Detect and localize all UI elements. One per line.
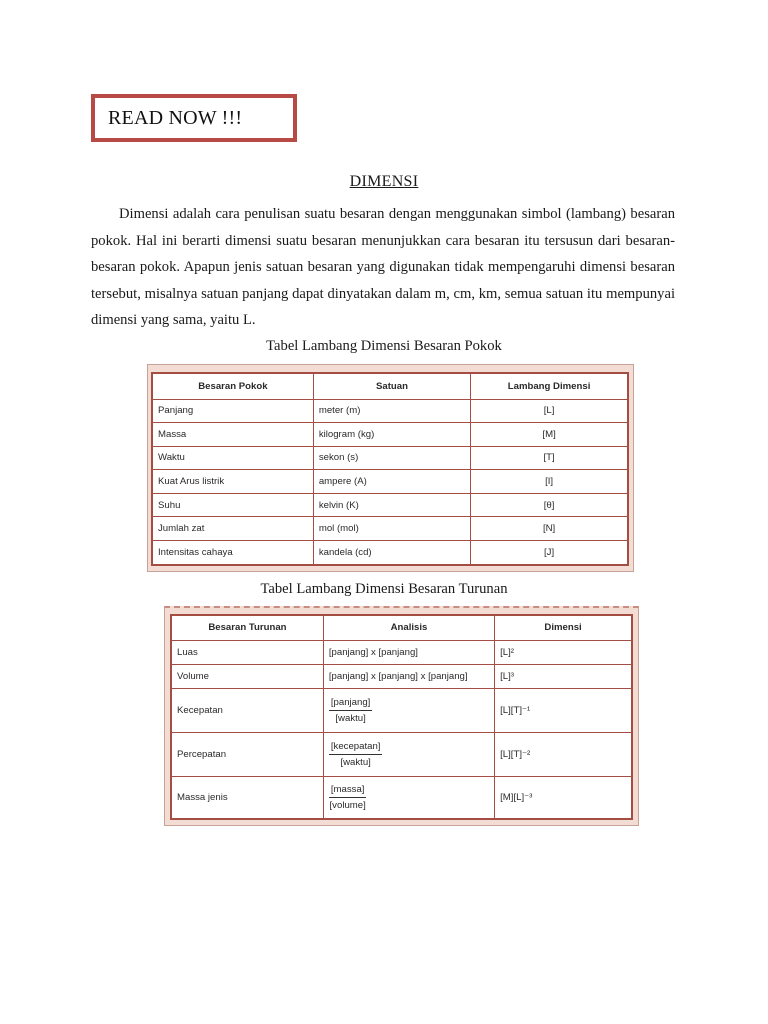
- cell-analysis: [panjang] x [panjang]: [323, 640, 494, 664]
- table-row: [152, 423, 628, 447]
- cell-quantity: Intensitas cahaya: [152, 540, 313, 565]
- fraction-denominator: [waktu]: [335, 712, 366, 724]
- header-lambang-dimensi: Lambang Dimensi: [471, 373, 628, 399]
- document-title: DIMENSI: [349, 173, 419, 190]
- cell-analysis: [323, 688, 494, 732]
- cell-symbol: [I]: [471, 470, 628, 494]
- cell-unit: kelvin (K): [313, 493, 470, 517]
- fraction: [329, 783, 367, 812]
- table-header-row: [152, 373, 628, 399]
- cell-unit: ampere (A): [313, 470, 470, 494]
- cell-analysis: [323, 732, 494, 776]
- table-row: [152, 540, 628, 565]
- fraction-numerator: [panjang]: [329, 696, 372, 711]
- cell-dimension: [L]³: [495, 664, 632, 688]
- cell-symbol: [N]: [471, 517, 628, 541]
- derived-quantity-table: [170, 614, 633, 820]
- cell-symbol: [L]: [471, 399, 628, 423]
- cell-dimension: [L]²: [495, 640, 632, 664]
- cell-symbol: [θ]: [471, 493, 628, 517]
- read-now-banner: [91, 94, 297, 142]
- table-row: [171, 664, 632, 688]
- table2-caption: Tabel Lambang Dimensi Besaran Turunan: [260, 581, 508, 597]
- cell-unit: kilogram (kg): [313, 423, 470, 447]
- cell-quantity: Jumlah zat: [152, 517, 313, 541]
- cell-quantity: Luas: [171, 640, 323, 664]
- fraction: [329, 696, 372, 725]
- table-row: [171, 640, 632, 664]
- cell-analysis: [panjang] x [panjang] x [panjang]: [323, 664, 494, 688]
- table-row: [152, 470, 628, 494]
- table-row: [152, 446, 628, 470]
- cell-unit: meter (m): [313, 399, 470, 423]
- table-row: [171, 732, 632, 776]
- table-row: [152, 399, 628, 423]
- cell-quantity: Percepatan: [171, 732, 323, 776]
- cell-quantity: Massa: [152, 423, 313, 447]
- cell-symbol: [T]: [471, 446, 628, 470]
- table1-caption: Tabel Lambang Dimensi Besaran Pokok: [266, 338, 502, 354]
- table-row: [171, 776, 632, 819]
- fraction-numerator: [kecepatan]: [329, 740, 383, 755]
- fraction: [329, 740, 383, 769]
- base-quantity-table: [151, 372, 629, 566]
- fraction-denominator: [volume]: [329, 799, 366, 811]
- cell-unit: mol (mol): [313, 517, 470, 541]
- header-besaran-turunan: Besaran Turunan: [171, 615, 323, 640]
- table-row: [152, 493, 628, 517]
- cell-unit: sekon (s): [313, 446, 470, 470]
- table-header-row: [171, 615, 632, 640]
- fraction-denominator: [waktu]: [340, 756, 371, 768]
- cell-analysis: [323, 776, 494, 819]
- cell-dimension: [L][T]⁻¹: [495, 688, 632, 732]
- header-besaran-pokok: Besaran Pokok: [152, 373, 313, 399]
- cell-quantity: Kecepatan: [171, 688, 323, 732]
- table-row: [171, 688, 632, 732]
- cell-symbol: [J]: [471, 540, 628, 565]
- intro-paragraph: Dimensi adalah cara penulisan suatu besaran dengan menggunakan simbol (lambang) besaran pokok. Hal ini berarti dimensi suatu besaran menunjukkan cara besaran itu tersusun dari besaran-besaran pokok. Apapun jenis satuan besaran yang digunakan tidak mempengaruhi dimensi besaran tersebut, misalnya satuan panjang dapat dinyatakan dalam m, cm, km, semua satuan itu mempunyai dimensi yang sama, yaitu L.: [91, 206, 675, 329]
- header-satuan: Satuan: [313, 373, 470, 399]
- cell-dimension: [L][T]⁻²: [495, 732, 632, 776]
- cell-quantity: Waktu: [152, 446, 313, 470]
- cell-quantity: Volume: [171, 664, 323, 688]
- cell-quantity: Massa jenis: [171, 776, 323, 819]
- cell-quantity: Suhu: [152, 493, 313, 517]
- cell-quantity: Kuat Arus listrik: [152, 470, 313, 494]
- cell-unit: kandela (cd): [313, 540, 470, 565]
- header-analisis: Analisis: [323, 615, 494, 640]
- table-row: [152, 517, 628, 541]
- cell-quantity: Panjang: [152, 399, 313, 423]
- read-now-label: READ NOW !!!: [108, 107, 243, 129]
- fraction-numerator: [massa]: [329, 783, 367, 798]
- cell-symbol: [M]: [471, 423, 628, 447]
- header-dimensi: Dimensi: [495, 615, 632, 640]
- cell-dimension: [M][L]⁻³: [495, 776, 632, 819]
